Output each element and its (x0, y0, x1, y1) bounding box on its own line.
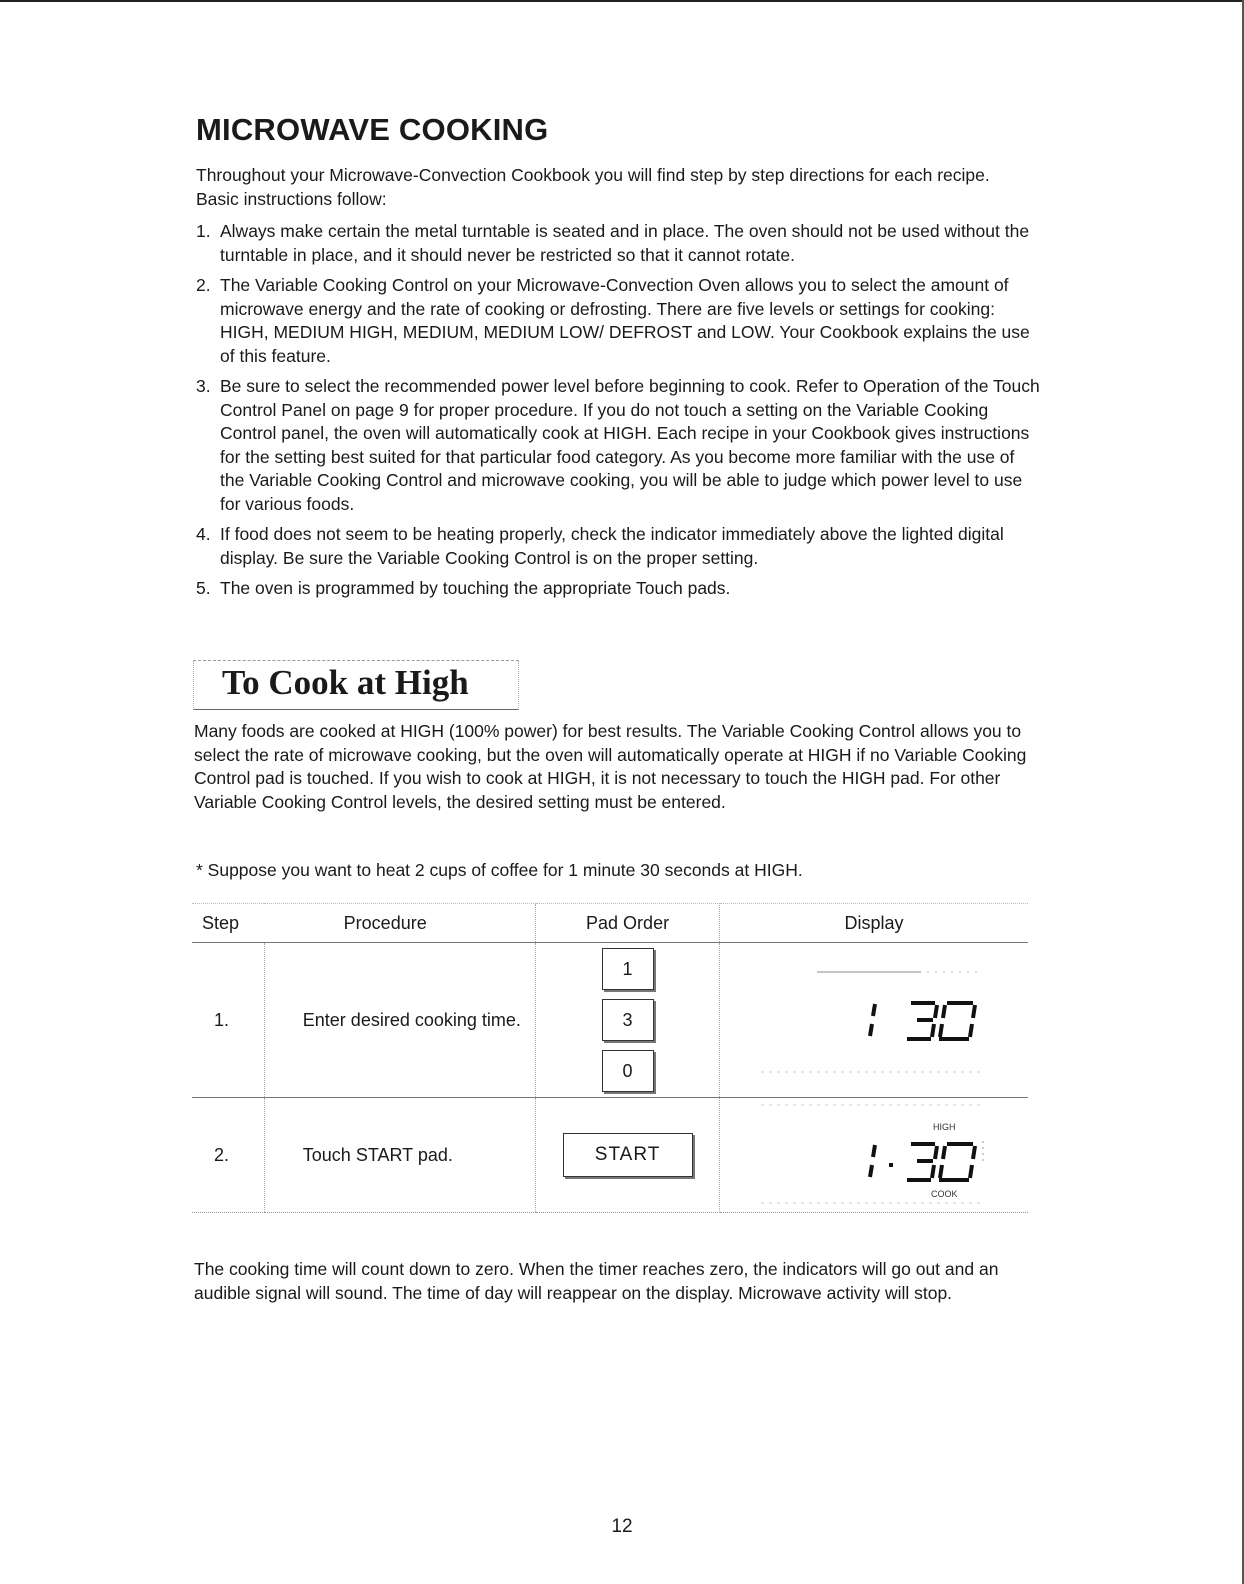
number-pad-1: 1 (602, 948, 654, 990)
table-header-row (192, 904, 1028, 943)
header-pad-order: Pad Order (536, 904, 720, 943)
list-item-number: 5. (196, 578, 211, 598)
header-display: Display (719, 904, 1028, 943)
list-item (196, 274, 1041, 368)
number-pad-3: 3 (602, 999, 654, 1041)
lcd-readout (721, 944, 1027, 1094)
list-item (196, 523, 1041, 570)
header-procedure: Procedure (264, 904, 535, 943)
list-item-number: 1. (196, 221, 211, 241)
list-item-number: 3. (196, 376, 211, 396)
page-title: MICROWAVE COOKING (196, 112, 549, 147)
closing-paragraph: The cooking time will count down to zero. When the timer reaches zero, the indicators will go out and an audible signal will sound. The time of day will reappear on the display. Microwave activity will stop. (194, 1259, 999, 1303)
list-item-number: 4. (196, 524, 211, 544)
procedure-table (192, 903, 1028, 1213)
section-heading: To Cook at High (222, 663, 469, 702)
lcd-readout (721, 1099, 1027, 1209)
page-top-border (0, 0, 1244, 2)
example-note: * Suppose you want to heat 2 cups of coffee for 1 minute 30 seconds at HIGH. (196, 860, 803, 880)
high-indicator: HIGH (932, 1122, 956, 1132)
step-number: 1. (192, 943, 264, 1098)
number-pad-0: 0 (602, 1050, 654, 1092)
list-item (196, 577, 1041, 601)
list-item-text: The oven is programmed by touching the appropriate Touch pads. (220, 578, 731, 598)
start-pad: START (563, 1133, 693, 1177)
section-paragraph: Many foods are cooked at HIGH (100% power) for best results. The Variable Cooking Control allows you to select the rate of microwave cooking, but the oven will automatically operate at HIGH if no Variable Cooking Control pad is touched. If you wish to cook at HIGH, it is not necessary to touch the HIGH pad. For other Variable Cooking Control levels, the desired setting must be entered. (194, 721, 1027, 812)
display-cell (719, 943, 1028, 1098)
list-item-number: 2. (196, 275, 211, 295)
pad-order-cell (536, 943, 720, 1098)
list-item (196, 375, 1041, 516)
table-row (192, 943, 1028, 1098)
procedure-text: Enter desired cooking time. (264, 943, 535, 1098)
lcd-display-2 (721, 1099, 1027, 1211)
instruction-list (196, 220, 1041, 608)
list-item-text: If food does not seem to be heating properly, check the indicator immediately above the lighted digital display. Be sure the Variable Cooking Control is on the proper setting. (220, 524, 1004, 568)
pad-order-cell (536, 1098, 720, 1213)
intro-paragraph: Throughout your Microwave-Convection Cookbook you will find step by step directions for each recipe. Basic instructions follow: (196, 165, 990, 209)
lcd-display-1 (721, 944, 1027, 1096)
list-item-text: Always make certain the metal turntable is seated and in place. The oven should not be used without the turntable in place, and it should never be restricted so that it cannot rotate. (220, 221, 1030, 265)
table-row (192, 1098, 1028, 1213)
cook-indicator: COOK (930, 1189, 958, 1199)
step-number: 2. (192, 1098, 264, 1213)
list-item-text: Be sure to select the recommended power level before beginning to cook. Refer to Operation of the Touch Control Panel on page 9 for proper procedure. If you do not touch a setting on the Variable Cooking Control panel, the oven will automatically cook at HIGH. Each recipe in your Cookbook gives instructions for the setting best suited for that particular food category. As you become more familiar with the use of the Variable Cooking Control and microwave cooking, you will be able to judge which power level to use for various foods. (220, 376, 1040, 514)
page-number: 12 (611, 1516, 633, 1537)
list-item-text: The Variable Cooking Control on your Microwave-Convection Oven allows you to select the amount of microwave energy and the rate of cooking or defrosting. There are five levels or settings for cooking: HIGH, MEDIUM HIGH, MEDIUM, MEDIUM LOW/ DEFROST and LOW. Your Cookbook explains the use of this feature. (220, 275, 1030, 366)
header-step: Step (192, 904, 264, 943)
list-item (196, 220, 1041, 267)
display-cell (719, 1098, 1028, 1213)
procedure-text: Touch START pad. (264, 1098, 535, 1213)
